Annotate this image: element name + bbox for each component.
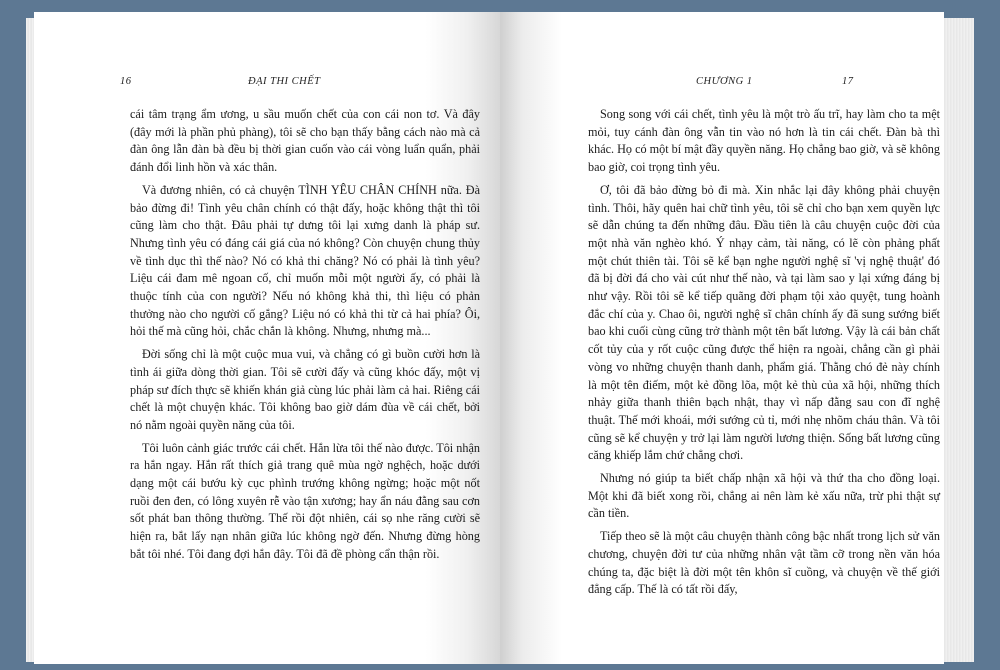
right-paragraph: Ơ, tôi đã bảo đừng bỏ đi mà. Xin nhắc lại đây không phải chuyện tình. Thôi, hãy quên hai chữ tình yêu, tôi sẽ chỉ cho bạn xem quyền lực sẽ dẫn chúng ta đến những đâu. Đầu tiên là câu chuyện cuộc đời của một nhà văn nghèo khó. Ý nhạy cảm, tài năng, có lẽ còn phảng phất một chút thiên tài. Tôi sẽ kể bạn nghe người nghệ sĩ 'vị nghệ thuật' đó đã bị đời đá cho vài cút như thế nào, và tại làm sao y lại xứng đáng bị như vậy. Rồi tôi sẽ kể tiếp quãng đời phạm tội xảo quyệt, tung hoành đắc chí của y. Chao ôi, người nghệ sĩ chân chính ấy đã sung sướng biết bao khi cuối cùng cũng trở thành một tên bất lương. Vậy là cái bản chất cốt tủy của y rốt cuộc cũng được thể hiện ra ngoài, chẳng cần gì phải vòng vo những chuyện thanh danh, phẩm giá. Thằng chó đẻ này chính là một tên điếm, một kẻ đồng lõa, một kẻ thù của xã hội, những thích nhảy giữa thanh thiên bạch nhật, thay vì nấp đằng sau con đĩ nghệ thuật. Thế mới khoái, mới sướng củ tỉ, mới nhẹ nhõm cháu thân. Và tôi cũng sẽ kể chuyện y trở lại làm người lương thiện. Sống bất lương cũng căng khiếp lắm chứ chẳng chơi. — [588, 182, 940, 463]
left-paragraph: cái tâm trạng ẩm ương, u sầu muốn chết của con cái non tơ. Và đây (đây mới là phần phủ phàng), tôi sẽ cho bạn thấy bằng cách nào mà cả đàn ông lẫn đàn bà đều bị thời gian cuốn vào cái vòng luẩn quẩn, phải đánh đổi linh hồn và xác thân. — [130, 107, 480, 175]
left-running-header: ĐẠI THI CHẾT — [248, 76, 321, 87]
right-page-number: 17 — [842, 76, 854, 87]
left-paragraph: Và đương nhiên, có cả chuyện TÌNH YÊU CHÂN CHÍNH nữa. Đà bảo đừng đi! Tình yêu chân chính có thật đấy, hoặc không thật thì tôi cũng làm cho thật. Đâu phải tự dưng tôi lại xưng danh là pháp sư. Nhưng tình yêu có đáng cái giá của nó không? Còn chuyện chung thủy về tình dục thì thế nào? Nó có khả thi chăng? Nó có phải là tình yêu? Liệu cái đam mê ngoan cố, chỉ muốn mỗi một người ấy, có phải là thuộc tính của con người? Nếu nó không khả thi, thì liệu có phản thưởng nào cho người cố gắng? Liệu nó có khả thi từ cả hai phía? Ôi, hỏi thế mà cũng hỏi, chắc chắn là không. Nhưng, nhưng mà... — [130, 182, 480, 339]
left-page-body — [130, 106, 480, 569]
left-page-number: 16 — [120, 76, 132, 87]
right-running-header: CHƯƠNG 1 — [696, 76, 753, 87]
right-paragraph: Nhưng nó giúp ta biết chấp nhận xã hội và thứ tha cho đồng loại. Một khi đã biết xong rồi, chẳng ai nên làm kẻ xấu nữa, trừ phi thật sự cần tiền. — [588, 471, 940, 521]
left-paragraph: Tôi luôn cảnh giác trước cái chết. Hắn lừa tôi thế nào được. Tôi nhận ra hắn ngay. Hắn rất thích giả trang quê mùa ngờ nghệch, hoặc dưới dạng một cái bướu kỳ cục phình trướng không ngừng; hoặc một nốt ruồi đen đen, có lông xuyên rễ vào tận xương; hay ẩn náu đằng sau cơn sốt phát ban thông thường. Thế rồi đột nhiên, cái sọ nhe răng cười sẽ hiện ra, bắt lấy nạn nhân giữa lúc không ngờ đến. Nhưng đừng hòng bắt tôi nhé. Tôi đang đợi hắn đây. Tôi đã đề phòng cẩn thận rồi. — [130, 440, 480, 561]
left-paragraph: Đời sống chỉ là một cuộc mua vui, và chẳng có gì buồn cười hơn là tình ái giữa dòng thời gian. Tôi sẽ cười đấy và cũng khóc đấy, một vị pháp sư đích thực sẽ khiến khán giả cùng lúc phải làm cả hai. Riêng cái chết là một chuyện khác. Tôi không bao giờ dám đùa về cái chết, bởi nó nằm ngoài quyền năng của tôi. — [130, 347, 480, 432]
right-paragraph: Tiếp theo sẽ là một câu chuyện thành công bậc nhất trong lịch sử văn chương, chuyện đời tư của những nhân vật tầm cỡ trong nền văn hóa chúng ta, đặc biệt là đời một tên khôn sĩ cuồng, và chuyện về thế giới đẳng cấp. Thế là có tất rồi đấy, — [588, 529, 940, 597]
right-page-body — [588, 106, 940, 604]
left-page — [34, 12, 500, 664]
right-paragraph: Song song với cái chết, tình yêu là một trò ấu trĩ, hay làm cho ta mệt mỏi, tuy cánh đàn ông vẫn tin vào nó hơn là tin cái chết. Đàn bà thì khác. Họ có một bí mật đầy quyền năng. Họ chẳng bao giờ, và sẽ không bao giờ, coi trọng tình yêu. — [588, 107, 940, 175]
right-page — [500, 12, 944, 664]
